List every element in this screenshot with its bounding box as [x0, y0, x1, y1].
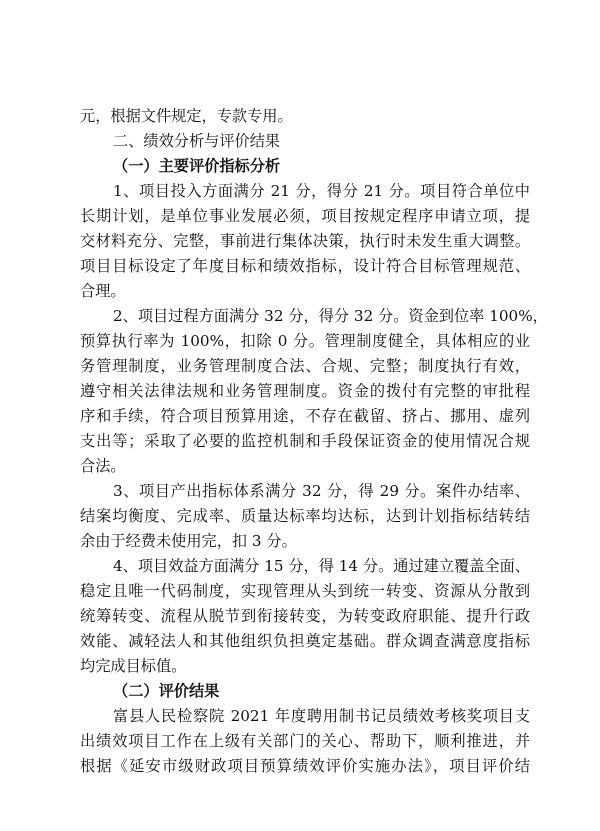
text-line: 出绩效项目工作在上级有关部门的关心、帮助下，顺利推进，并	[80, 732, 530, 750]
text-line: 效能、减轻法人和其他组织负担奠定基础。群众调查满意度指标	[80, 632, 530, 650]
text-line: 预算执行率为 100%，扣除 0 分。管理制度健全，具体相应的业	[80, 332, 530, 350]
subsection-heading: （二）评价结果	[113, 682, 220, 700]
text-line: 元，根据文件规定，专款专用。	[80, 107, 293, 125]
text-line: 合法。	[80, 457, 126, 475]
text-line: 余由于经费未使用完，扣 3 分。	[80, 532, 297, 550]
text-line: 结案均衡度、完成率、质量达标率均达标，达到计划指标结转结	[80, 507, 530, 525]
section-heading: 二、绩效分析与评价结果	[113, 132, 281, 150]
text-line: 4、项目效益方面满分 15 分，得 14 分。通过建立覆盖全面、	[113, 557, 530, 575]
text-line: 遵守相关法律法规和业务管理制度。资金的拨付有完整的审批程	[80, 382, 530, 400]
text-line: 交材料充分、完整，事前进行集体决策，执行时未发生重大调整。	[80, 232, 530, 250]
text-line: 1、项目投入方面满分 21 分，得分 21 分。项目符合单位中	[113, 182, 530, 200]
text-line: 富县人民检察院 2021 年度聘用制书记员绩效考核奖项目支	[113, 707, 530, 725]
text-line: 项目目标设定了年度目标和绩效指标，设计符合目标管理规范、	[80, 257, 530, 275]
text-line: 3、项目产出指标体系满分 32 分，得 29 分。案件办结率、	[113, 482, 530, 500]
subsection-heading: （一）主要评价指标分析	[113, 157, 281, 175]
text-line: 合理。	[80, 282, 126, 300]
text-line: 序和手续，符合项目预算用途，不存在截留、挤占、挪用、虚列	[80, 407, 530, 425]
text-line: 稳定且唯一代码制度，实现管理从头到统一转变、资源从分散到	[80, 582, 530, 600]
text-line: 长期计划，是单位事业发展必须，项目按规定程序申请立项，提	[80, 207, 530, 225]
text-line: 根据《延安市级财政项目预算绩效评价实施办法》，项目评价结	[80, 757, 530, 775]
text-line: 均完成目标值。	[80, 657, 187, 675]
text-line: 支出等；采取了必要的监控机制和手段保证资金的使用情况合规	[80, 432, 530, 450]
text-line: 务管理制度，业务管理制度合法、合规、完整；制度执行有效，	[80, 357, 530, 375]
text-line: 2、项目过程方面满分 32 分，得分 32 分。资金到位率 100%，	[113, 307, 548, 325]
text-line: 统筹转变、流程从脱节到衔接转变，为转变政府职能、提升行政	[80, 607, 530, 625]
